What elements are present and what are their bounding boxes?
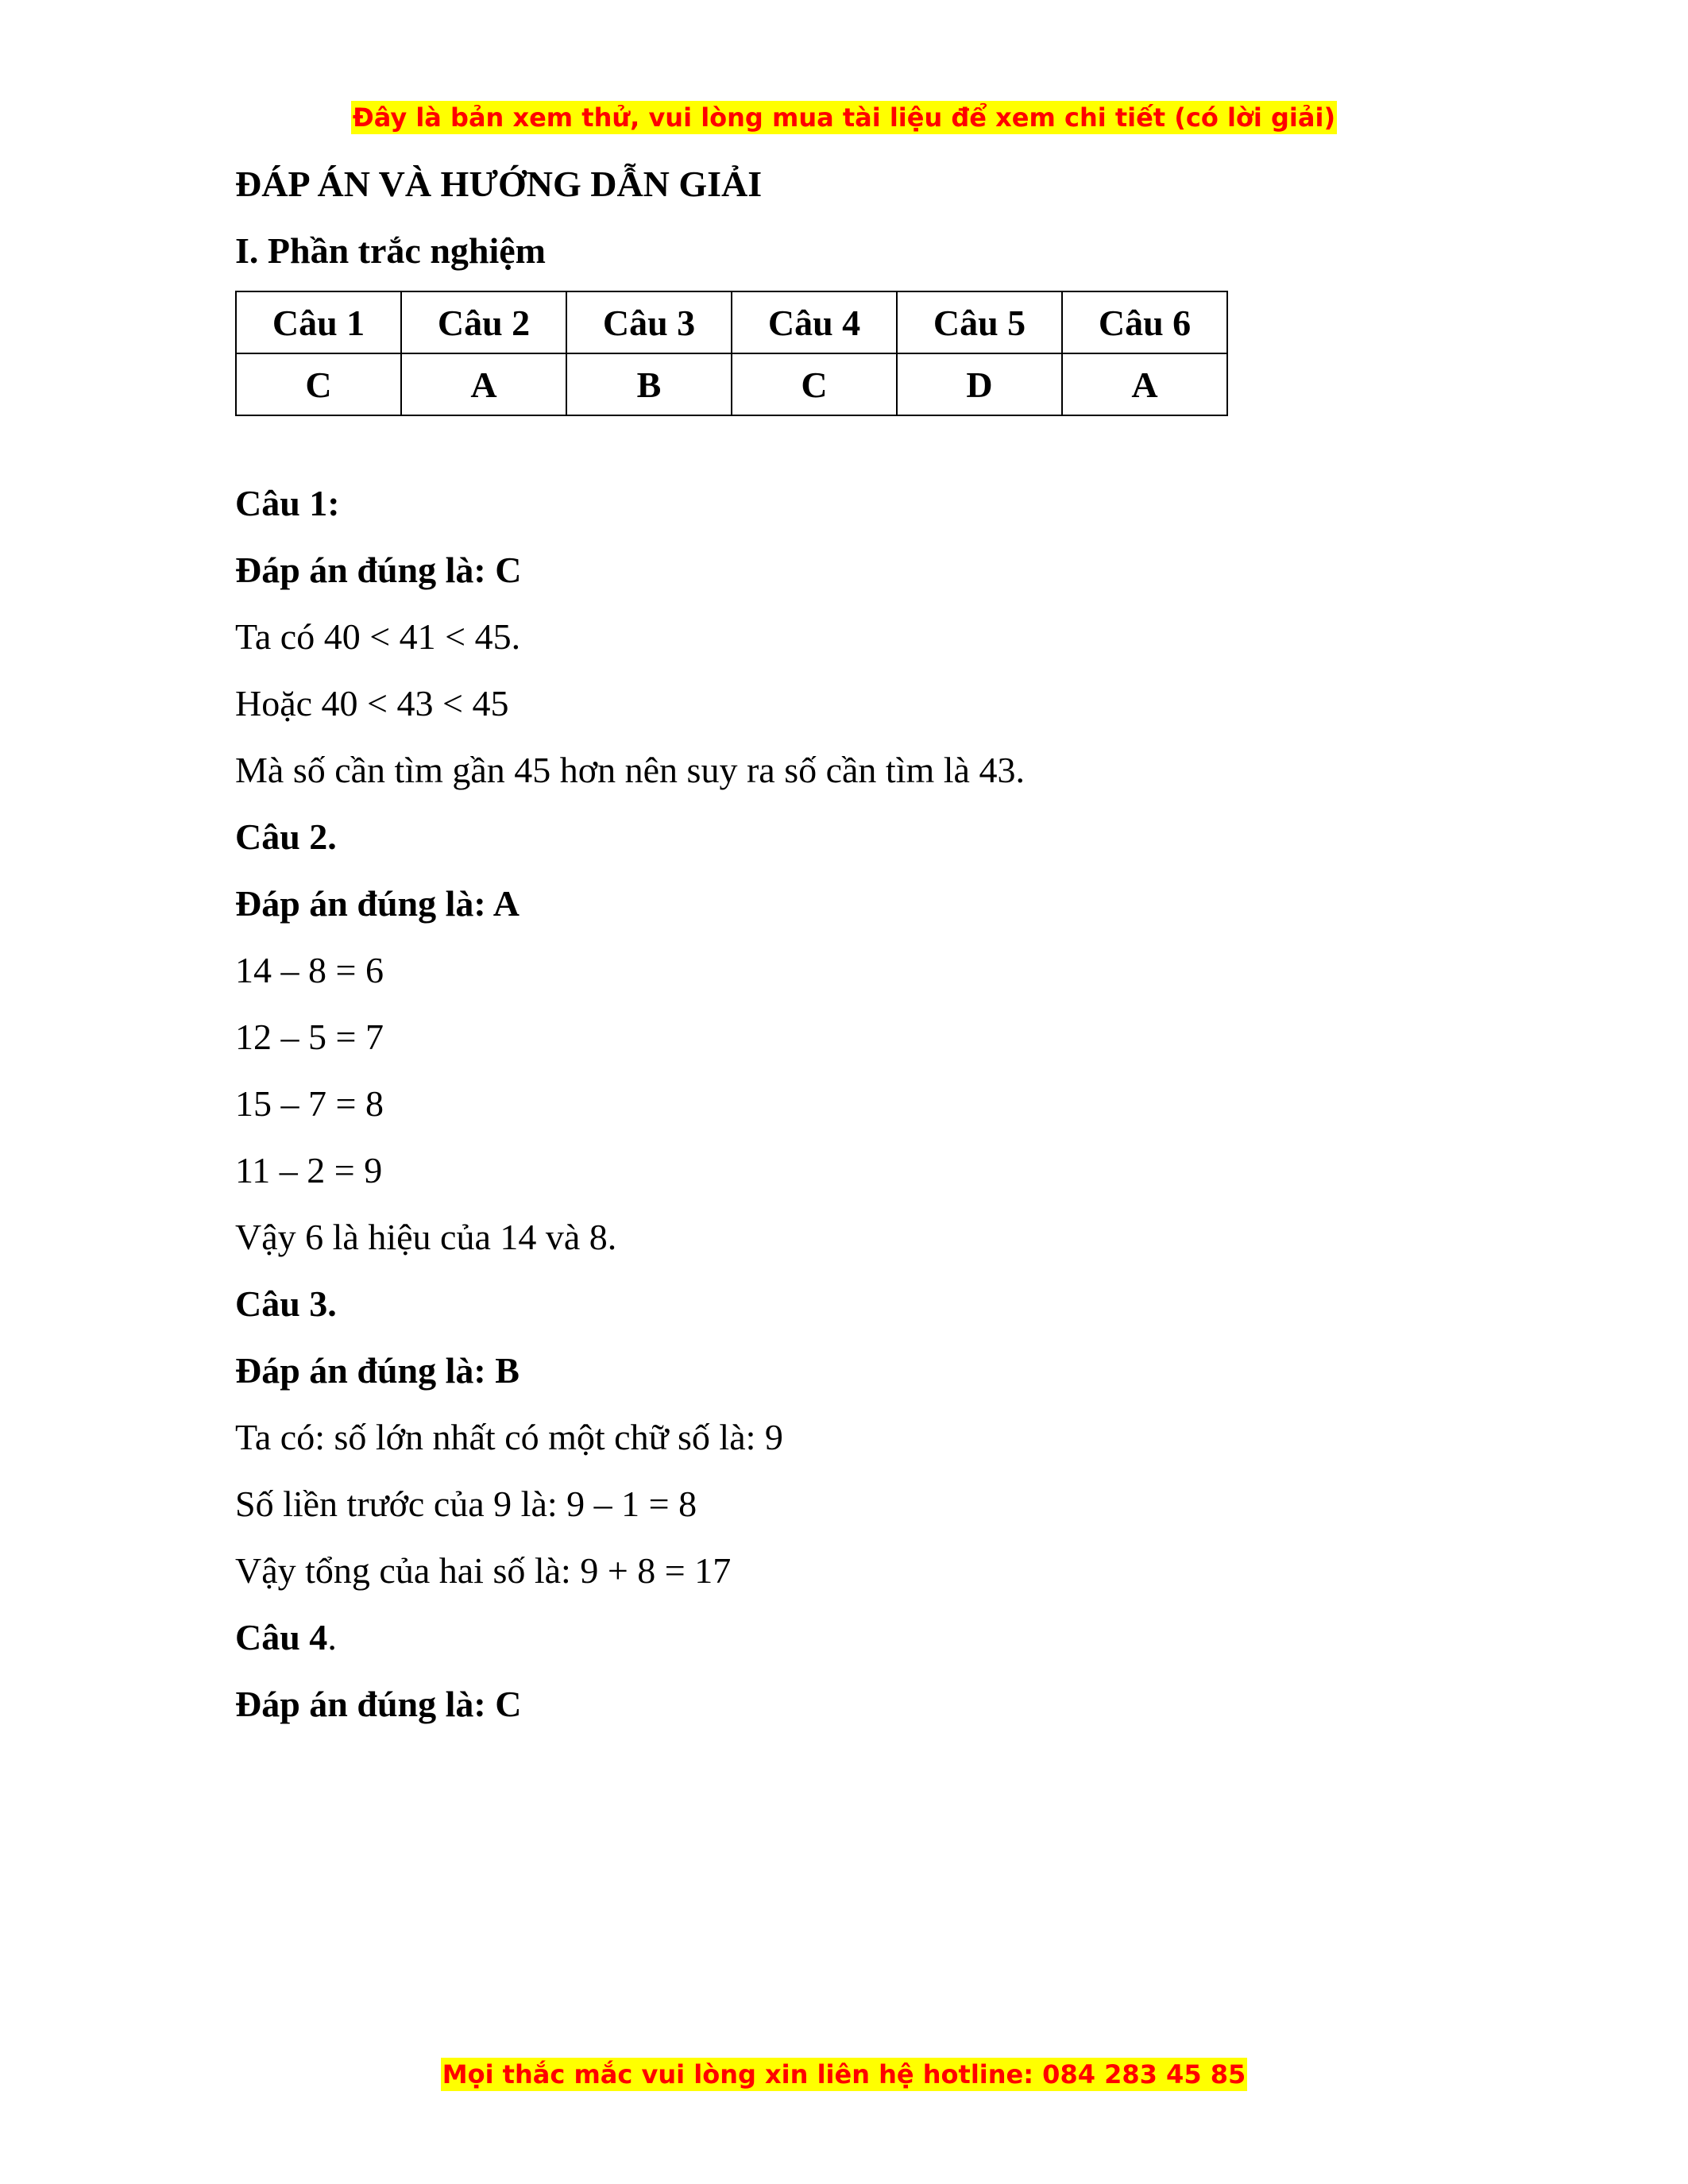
- question-1-line: Mà số cần tìm gần 45 hơn nên suy ra số cần tìm là 43.: [235, 750, 1025, 790]
- table-answer-cell: B: [566, 353, 732, 415]
- preview-banner-text: Đây là bản xem thử, vui lòng mua tài liệu để xem chi tiết (có lời giải): [352, 102, 1336, 133]
- table-header-cell: Câu 2: [401, 291, 566, 353]
- question-2-line: 12 – 5 = 7: [235, 1017, 384, 1057]
- page-title: ĐÁP ÁN VÀ HƯỚNG DẪN GIẢI: [235, 164, 763, 204]
- table-header-cell: Câu 5: [897, 291, 1062, 353]
- table-answer-cell: C: [732, 353, 897, 415]
- question-2-line: 15 – 7 = 8: [235, 1083, 384, 1124]
- table-answer-cell: D: [897, 353, 1062, 415]
- answer-table-answer-row: [236, 353, 1227, 415]
- answer-table: [235, 291, 1228, 416]
- table-header-cell: Câu 4: [732, 291, 897, 353]
- table-answer-cell: A: [401, 353, 566, 415]
- question-2-label: Câu 2.: [235, 816, 337, 857]
- question-1-answer: Đáp án đúng là: C: [235, 550, 522, 590]
- table-answer-cell: A: [1062, 353, 1227, 415]
- question-4-label-suffix: .: [327, 1617, 337, 1657]
- question-3-line: Ta có: số lớn nhất có một chữ số là: 9: [235, 1417, 783, 1457]
- question-3-line: Vậy tổng của hai số là: 9 + 8 = 17: [235, 1550, 732, 1591]
- question-4-answer: Đáp án đúng là: C: [235, 1684, 522, 1724]
- question-1-label: Câu 1:: [235, 483, 340, 523]
- question-2-line: Vậy 6 là hiệu của 14 và 8.: [235, 1217, 617, 1257]
- question-4-label-row: [235, 1604, 1474, 1671]
- table-header-cell: Câu 6: [1062, 291, 1227, 353]
- hotline-banner: [0, 2057, 1688, 2092]
- table-header-cell: Câu 1: [236, 291, 401, 353]
- answer-table-header-row: [236, 291, 1227, 353]
- hotline-banner-text: Mọi thắc mắc vui lòng xin liên hệ hotline: 084 283 45 85: [442, 2059, 1246, 2089]
- question-3-line: Số liền trước của 9 là: 9 – 1 = 8: [235, 1484, 697, 1524]
- section-heading: I. Phần trắc nghiệm: [235, 230, 546, 271]
- question-1-line: Hoặc 40 < 43 < 45: [235, 683, 509, 723]
- question-4-label: Câu 4: [235, 1617, 328, 1657]
- table-answer-cell: C: [236, 353, 401, 415]
- question-1-line: Ta có 40 < 41 < 45.: [235, 616, 521, 657]
- document-body: [235, 151, 1474, 1738]
- table-header-cell: Câu 3: [566, 291, 732, 353]
- question-2-line: 14 – 8 = 6: [235, 950, 384, 990]
- question-3-answer: Đáp án đúng là: B: [235, 1350, 520, 1391]
- question-2-line: 11 – 2 = 9: [235, 1150, 383, 1190]
- question-2-answer: Đáp án đúng là: A: [235, 883, 520, 924]
- question-3-label: Câu 3.: [235, 1283, 337, 1324]
- preview-banner: [0, 100, 1688, 135]
